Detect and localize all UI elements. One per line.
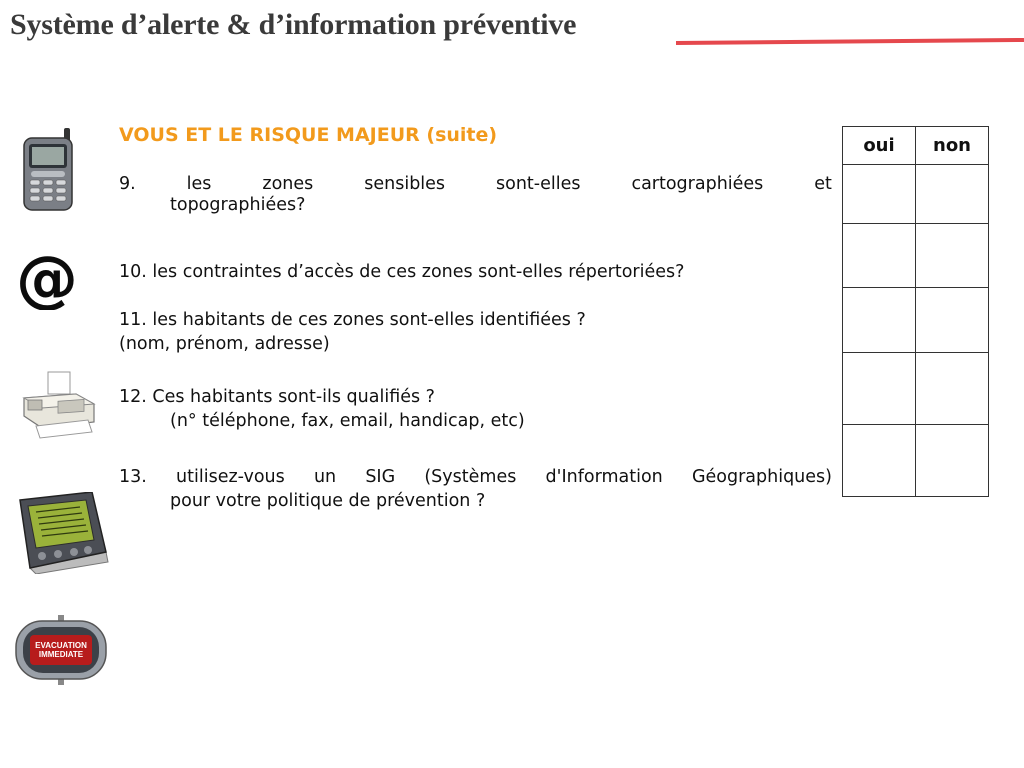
question-10 (119, 260, 832, 284)
q9-word: les (186, 174, 212, 194)
question-9-continuation: topographiées? (170, 195, 306, 215)
question-12 (119, 385, 832, 433)
question-12-text: 12. Ces habitants sont-ils qualifiés ? (119, 387, 435, 407)
question-13-line1 (119, 465, 832, 489)
evacuation-label-line1: EVACUATION (35, 641, 87, 650)
q9-word: sont-elles (496, 174, 581, 194)
answer-cell-non[interactable] (916, 353, 989, 425)
answer-cell-oui[interactable] (843, 425, 916, 497)
section-heading: VOUS ET LE RISQUE MAJEUR (suite) (119, 124, 498, 146)
q13-word: (Systèmes (424, 467, 517, 487)
answer-cell-oui[interactable] (843, 165, 916, 224)
answer-row-11 (843, 288, 989, 353)
answer-cell-oui[interactable] (843, 353, 916, 425)
column-header-oui: oui (843, 127, 916, 165)
q13-word: SIG (365, 467, 396, 487)
question-11-text: 11. les habitants de ces zones sont-elles identifiées ? (119, 310, 586, 330)
question-12-continuation: (n° téléphone, fax, email, handicap, etc) (170, 411, 525, 431)
answer-table (842, 126, 989, 497)
question-10-text: 10. les contraintes d’accès de ces zones sont-elles répertoriées? (119, 262, 685, 282)
q9-word: cartographiées (631, 174, 764, 194)
answer-cell-oui[interactable] (843, 288, 916, 353)
evacuation-label-line2: IMMEDIATE (38, 650, 84, 659)
question-11-continuation: (nom, prénom, adresse) (119, 334, 330, 354)
evacuation-sign-icon (14, 615, 108, 685)
q13-word: 13. (119, 467, 147, 487)
pda-device-icon (16, 492, 112, 574)
q13-word: un (313, 467, 337, 487)
question-9 (119, 172, 832, 217)
mobile-phone-icon (18, 128, 80, 212)
q9-word: sensibles (364, 174, 446, 194)
answer-cell-non[interactable] (916, 288, 989, 353)
question-13-continuation: pour votre politique de prévention ? (170, 491, 486, 511)
q13-word: d'Information (545, 467, 663, 487)
q9-word: zones (262, 174, 314, 194)
answer-row-10 (843, 224, 989, 288)
question-13 (119, 465, 832, 513)
title-underline (676, 38, 1024, 45)
page-title: Système d’alerte & d’information préventive (10, 8, 577, 41)
answer-row-9 (843, 165, 989, 224)
at-sign-icon (14, 252, 80, 310)
q13-word: Géographiques) (691, 467, 832, 487)
column-header-non: non (916, 127, 989, 165)
q13-word: utilisez-vous (176, 467, 285, 487)
answer-cell-oui[interactable] (843, 224, 916, 288)
answer-cell-non[interactable] (916, 425, 989, 497)
question-11 (119, 308, 832, 356)
answer-cell-non[interactable] (916, 224, 989, 288)
answer-table-header (843, 127, 989, 165)
q9-word: 9. (119, 174, 136, 194)
fax-machine-icon (18, 370, 98, 440)
svg-text:@: @ (16, 252, 78, 310)
q9-word: et (814, 174, 832, 194)
answer-cell-non[interactable] (916, 165, 989, 224)
answer-row-12 (843, 353, 989, 425)
answer-row-13 (843, 425, 989, 497)
